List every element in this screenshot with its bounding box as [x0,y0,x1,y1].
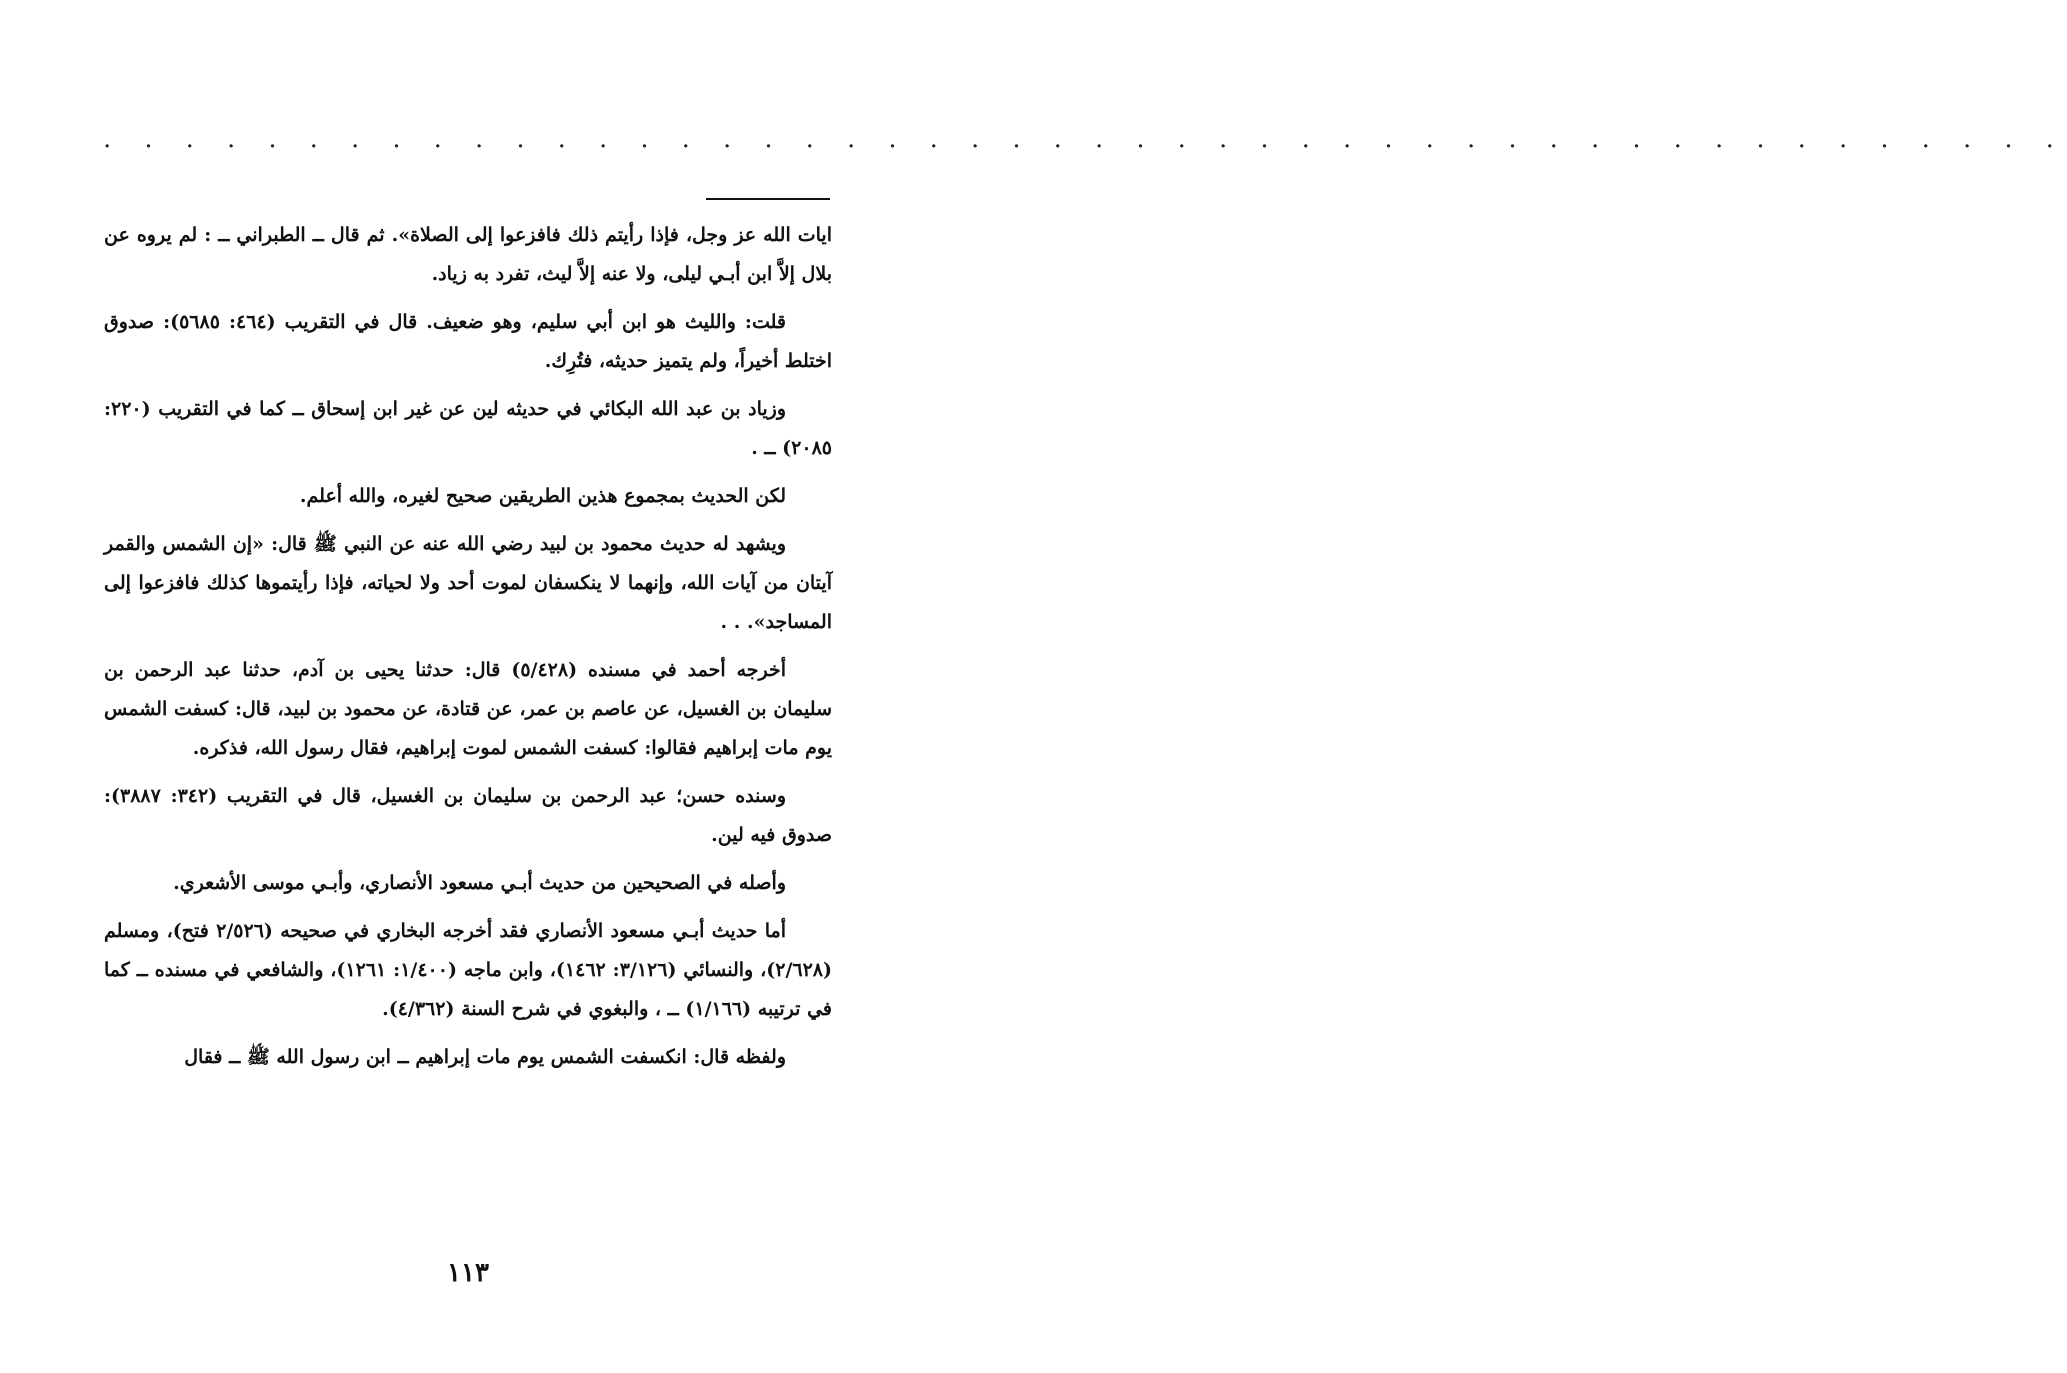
paragraph-3: وزياد بن عبد الله البكائي في حديثه لين عن غير ابن إسحاق ــ كما في التقريب (٢٢٠: ٢٠٨٥) ــ . [104,398,832,459]
paragraph-1: ايات الله عز وجل، فإذا رأيتم ذلك فافزعوا إلى الصلاة». ثم قال ــ الطبراني ــ : لم يروه عن بلال إلاَّ ابن أبـي ليلى، ولا عنه إلاَّ ليث، تفرد به زياد. [104,224,832,285]
footnote-text [104,216,832,1086]
paragraph-2: قلت: والليث هو ابن أبي سليم، وهو ضعيف. قال في التقريب (٤٦٤: ٥٦٨٥): صدوق اختلط أخيراً، ولم يتميز حديثه، فتُرِك. [104,311,832,372]
paragraph-8: وأصله في الصحيحين من حديث أبـي مسعود الأنصاري، وأبـي موسى الأشعري. [173,872,786,894]
footnote-rule [706,198,830,200]
paragraph-10: ولفظه قال: انكسفت الشمس يوم مات إبراهيم ــ ابن رسول الله ﷺ ــ فقال [184,1046,786,1068]
paragraph-6: أخرجه أحمد في مسنده (٥/٤٢٨) قال: حدثنا يحيى بن آدم، حدثنا عبد الرحمن بن سليمان بن الغسيل، عن عاصم بن عمر، عن قتادة، عن محمود بن لبيد، قال: كسفت الشمس يوم مات إبراهيم فقالوا: كسفت الشمس لموت إبراهيم، فقال رسول الله، فذكره. [104,659,832,759]
paragraph-7: وسنده حسن؛ عبد الرحمن بن سليمان بن الغسيل، قال في التقريب (٣٤٢: ٣٨٨٧): صدوق فيه لين. [104,785,832,846]
paragraph-9: أما حديث أبـي مسعود الأنصاري فقد أخرجه البخاري في صحيحه (٢/٥٢٦ فتح)، ومسلم (٢/٦٢٨)، والنسائي (٣/١٢٦: ١٤٦٢)، وابن ماجه (١/٤٠٠: ١٢٦١)، والشافعي في مسنده ــ كما في ترتيبه (١/١٦٦) ــ ، والبغوي في شرح السنة (٤/٣٦٢). [104,920,832,1020]
paragraph-5: ويشهد له حديث محمود بن لبيد رضي الله عنه عن النبي ﷺ قال: «إن الشمس والقمر آيتان من آيات الله، وإنهما لا ينكسفان لموت أحد ولا لحياته، فإذا رأيتموها كذلك فافزعوا إلى المساجد». . . [104,533,832,633]
dotted-separator: · · · · · · · · · · · · · · · · · · · · · · · · · · · · · · · · · · · · · · · · · · · · · · · · [104,136,2067,157]
paragraph-4: لكن الحديث بمجموع هذين الطريقين صحيح لغيره، والله أعلم. [299,485,786,507]
page-number: ١١٣ [447,1258,489,1288]
